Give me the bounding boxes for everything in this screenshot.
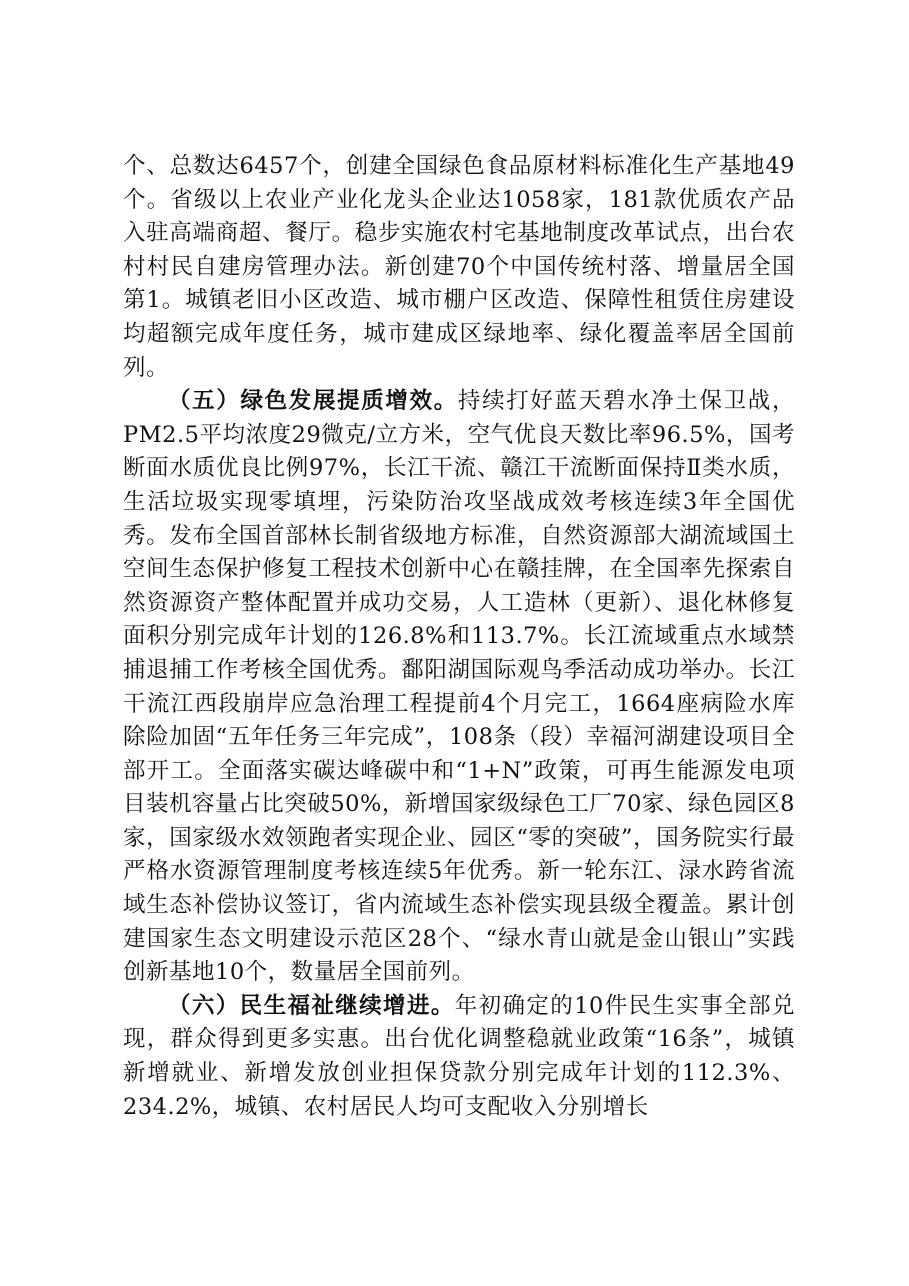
paragraph-body: 年初确定的10件民生实事全部兑现，群众得到更多实惠。出台优化调整稳就业政策“16条”，城镇新增就业、新增发放创业担保贷款分别完成年计划的112.3%、234.2%，城镇、农村居民人均可支配收入分别增长	[123, 992, 795, 1120]
paragraph-rural-housing	[123, 150, 795, 385]
paragraph-green-development	[123, 385, 795, 990]
paragraph-livelihood	[123, 990, 795, 1124]
paragraph-body: 持续打好蓝天碧水净土保卫战，PM2.5平均浓度29微克/立方米，空气优良天数比率96.5%，国考断面水质优良比例97%，长江干流、赣江干流断面保持Ⅱ类水质，生活垃圾实现零填埋，污染防治攻坚战成效考核连续3年全国优秀。发布全国首部林长制省级地方标准，自然资源部大湖流域国土空间生态保护修复工程技术创新中心在赣挂牌，在全国率先探索自然资源资产整体配置并成功交易，人工造林（更新）、退化林修复面积分别完成年计划的126.8%和113.7%。长江流域重点水域禁捕退捕工作考核全国优秀。鄱阳湖国际观鸟季活动成功举办。长江干流江西段崩岸应急治理工程提前4个月完工，1664座病险水库除险加固“五年任务三年完成”，108条（段）幸福河湖建设项目全部开工。全面落实碳达峰碳中和“1+N”政策，可再生能源发电项目装机容量占比突破50%，新增国家级绿色工厂70家、绿色园区8家，国家级水效领跑者实现企业、园区“零的突破”，国务院实行最严格水资源管理制度考核连续5年优秀。新一轮东江、渌水跨省流域生态补偿协议签订，省内流域生态补偿实现县级全覆盖。累计创建国家生态文明建设示范区28个、“绿水青山就是金山银山”实践创新基地10个，数量居全国前列。	[123, 388, 795, 986]
paragraph-body: 个、总数达6457个，创建全国绿色食品原材料标准化生产基地49个。省级以上农业产业化龙头企业达1058家，181款优质农产品入驻高端商超、餐厅。稳步实施农村宅基地制度改革试点，出台农村村民自建房管理办法。新创建70个中国传统村落、增量居全国第1。城镇老旧小区改造、城市棚户区改造、保障性租赁住房建设均超额完成年度任务，城市建成区绿地率、绿化覆盖率居全国前列。	[123, 153, 795, 381]
section-heading-5: （五）绿色发展提质增效。	[168, 388, 458, 415]
section-heading-6: （六）民生福祉继续增进。	[168, 992, 455, 1019]
body-text	[123, 150, 795, 1124]
